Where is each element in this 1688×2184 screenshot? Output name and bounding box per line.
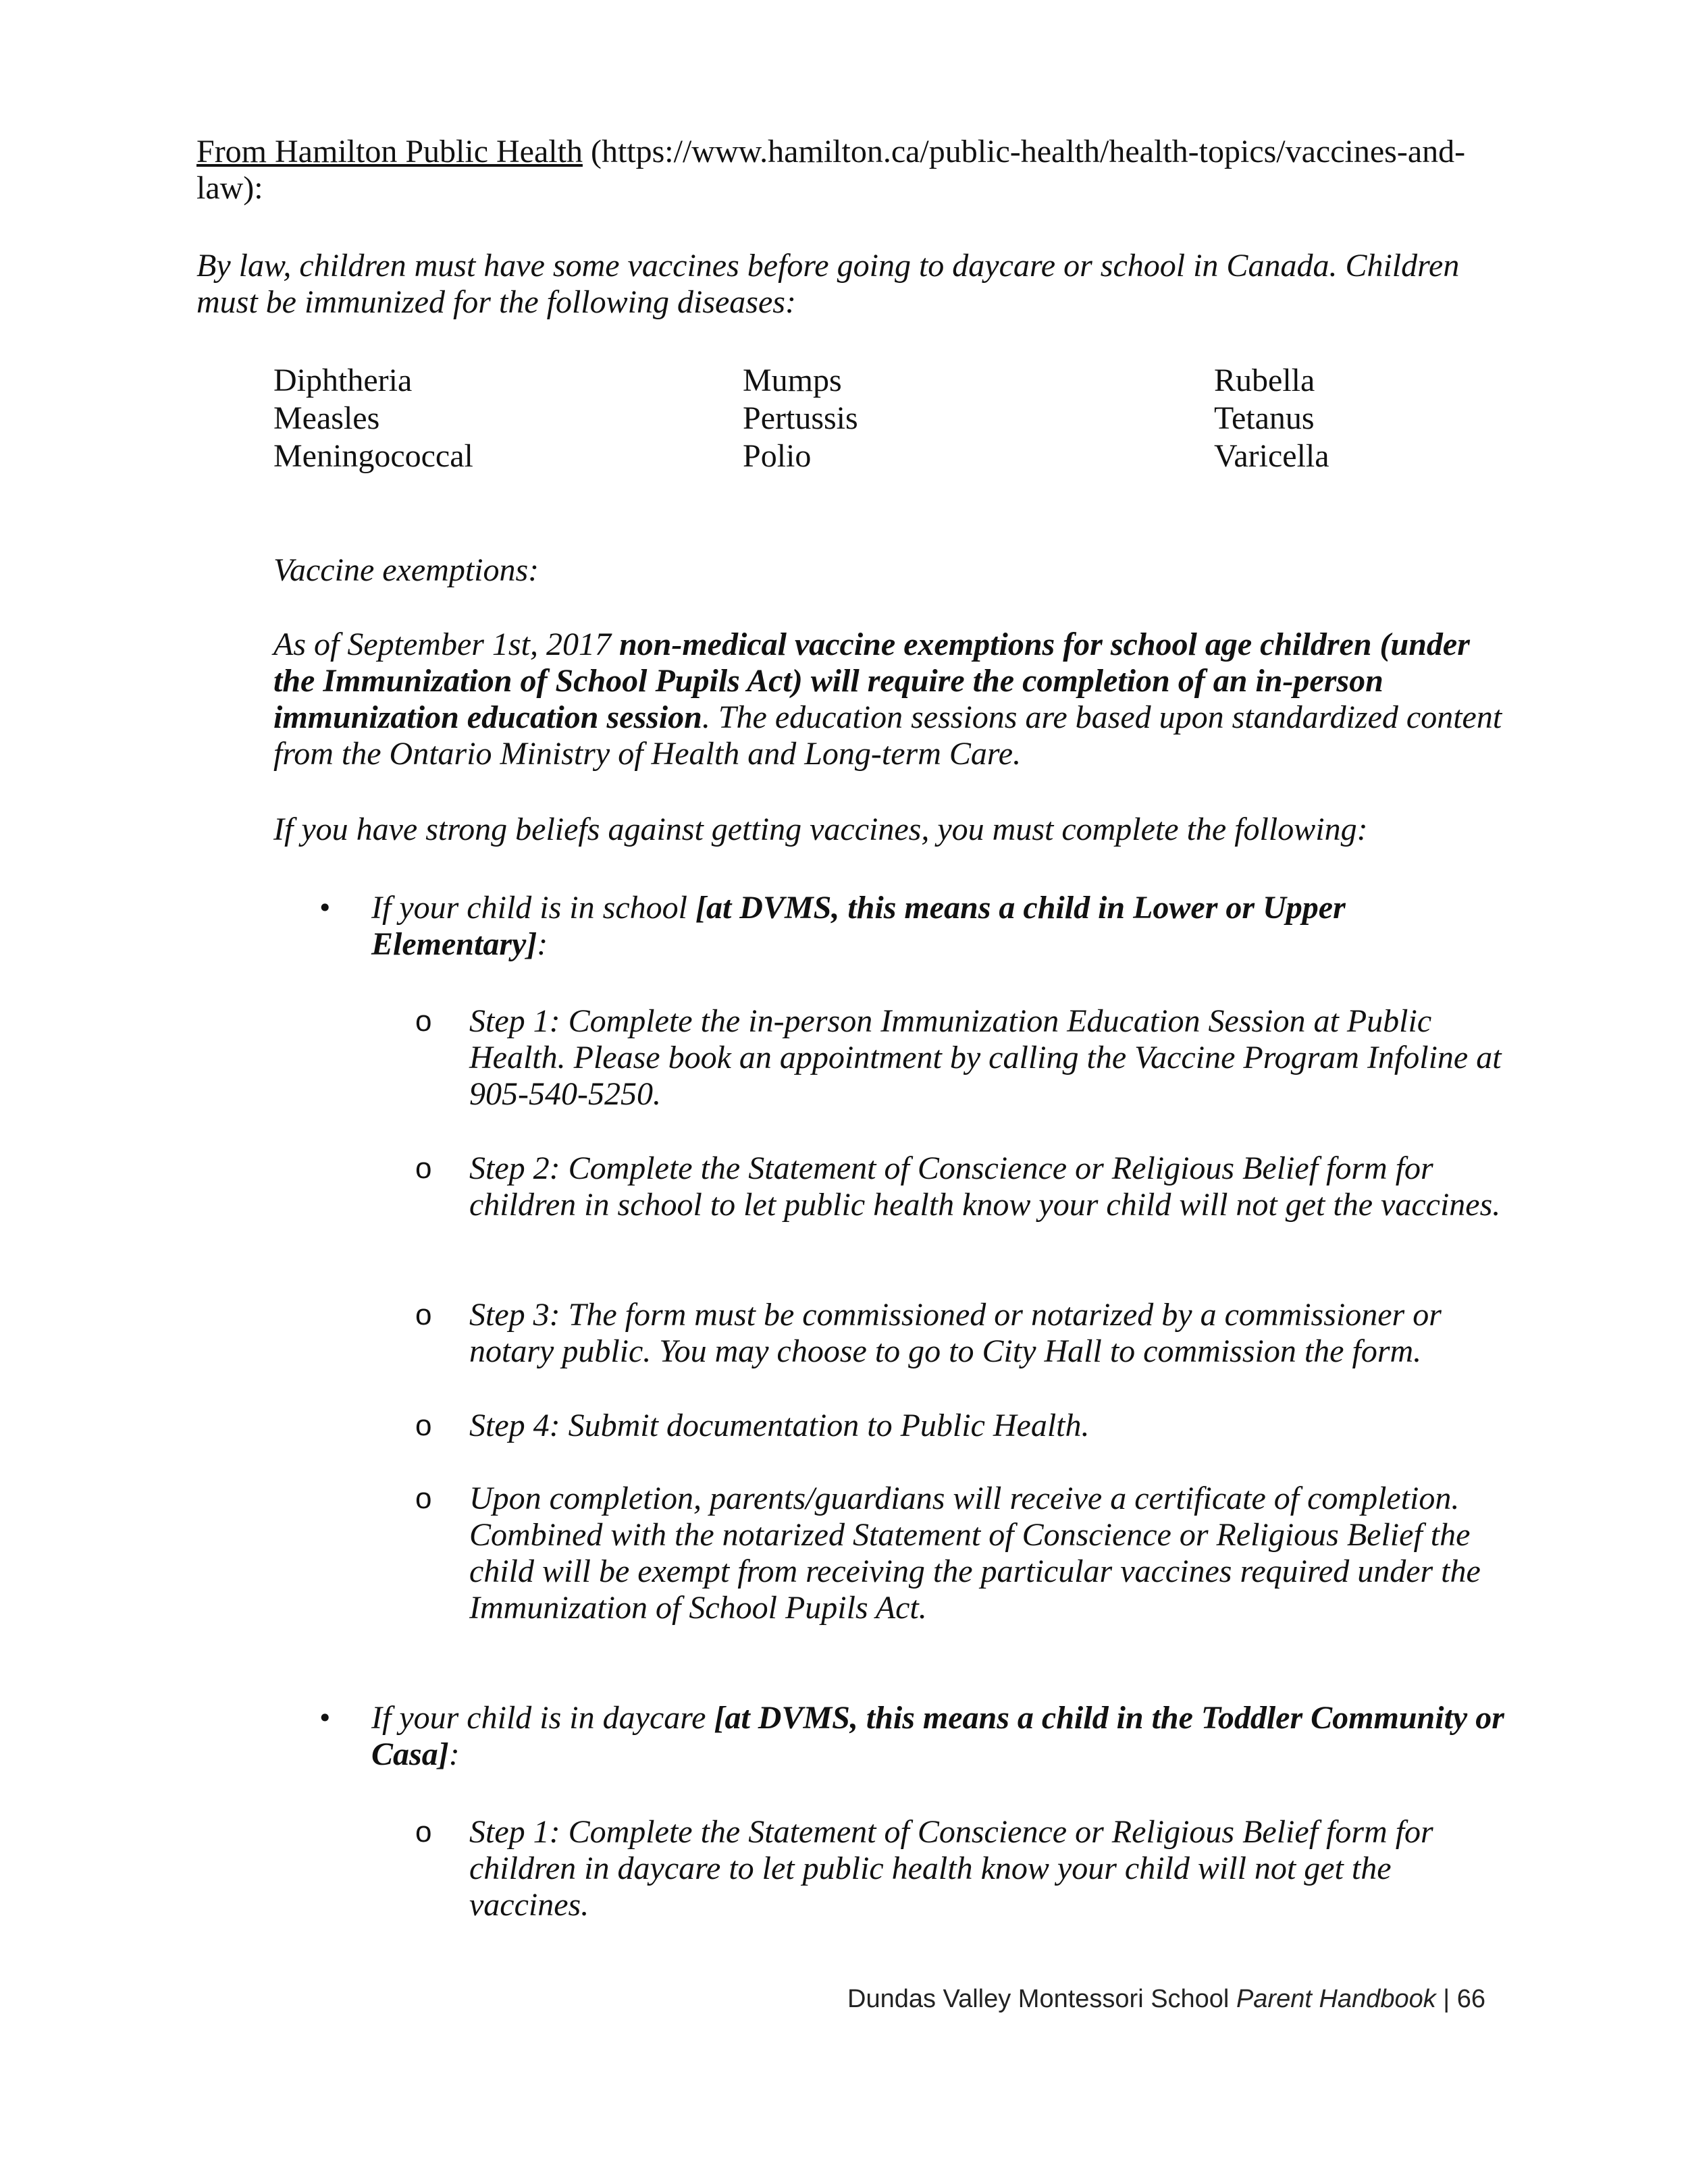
page-footer xyxy=(803,1983,1485,2015)
page-number: 66 xyxy=(1456,1985,1485,2013)
footer-separator: | xyxy=(1443,1985,1450,2013)
source-url: (https://www.hamilton.ca/public-health/health-topics/vaccines-and-law): xyxy=(196,134,1466,206)
step-text: Step 4: Submit documentation to Public Health. xyxy=(469,1408,1090,1443)
school-bullet-text xyxy=(371,890,1512,963)
exemptions-lead: As of September 1st, 2017 xyxy=(273,627,619,662)
disease-item: Varicella xyxy=(1214,438,1329,474)
disease-table xyxy=(273,363,1381,476)
exemptions-heading: Vaccine exemptions: xyxy=(273,552,539,588)
step-text: Step 1: Complete the in-person Immunization Education Session at Public Health. Please book an appointment by calling the Vaccine Program Infoline at 905-540-5250. xyxy=(469,1003,1502,1112)
disease-item: Diphtheria xyxy=(273,363,413,398)
exemptions-paragraph xyxy=(273,627,1509,772)
source-line xyxy=(196,134,1506,207)
disease-item: Mumps xyxy=(743,363,842,398)
daycare-bullet-text xyxy=(371,1700,1512,1773)
sub-bullet-marker: o xyxy=(415,1298,432,1331)
step-text: Step 3: The form must be commissioned or notarized by a commissioner or notary public. You may choose to go to City Hall to commission the form. xyxy=(469,1297,1442,1369)
sub-bullet-marker: o xyxy=(415,1005,432,1038)
disease-item: Tetanus xyxy=(1214,400,1315,436)
exemptions-rest: . The education sessions are based upon standardized content from the Ontario Ministry of Health and Long-term Care. xyxy=(273,699,1502,772)
footer-handbook: Parent Handbook xyxy=(1236,1985,1436,2013)
disease-item: Meningococcal xyxy=(273,438,473,474)
daycare-bullet-bold: [at DVMS, this means a child in the Toddler Community or Casa] xyxy=(371,1700,1504,1772)
disease-row xyxy=(273,438,1381,476)
step-text: Upon completion, parents/guardians will receive a certificate of completion. Combined with the notarized Statement of Conscience or Religious Belief the child will be exempt from receiving the particular vaccines required under the Immunization of School Pupils Act. xyxy=(469,1481,1481,1626)
disease-item: Pertussis xyxy=(743,400,858,436)
bullet-marker: • xyxy=(317,893,333,923)
sub-bullet-marker: o xyxy=(415,1815,432,1848)
exemptions-bold: non-medical vaccine exemptions for school age children (under the Immunization of School Pupils Act) will require the completion of an in-person immunization education session xyxy=(273,627,1470,735)
school-bullet-tail: : xyxy=(537,926,548,962)
daycare-bullet-lead: If your child is in daycare xyxy=(371,1700,714,1736)
bullet-marker: • xyxy=(317,1703,333,1733)
step-text: Step 2: Complete the Statement of Conscience or Religious Belief form for children in school to let public health know your child will not get the vaccines. xyxy=(469,1150,1501,1223)
disease-row xyxy=(273,400,1381,438)
disease-row xyxy=(273,363,1381,400)
intro-paragraph: By law, children must have some vaccines before going to daycare or school in Canada. Children must be immunized for the following diseases: xyxy=(196,248,1460,320)
sub-bullet-marker: o xyxy=(415,1482,432,1515)
school-bullet-bold: [at DVMS, this means a child in Lower or Upper Elementary] xyxy=(371,890,1346,962)
school-bullet-lead: If your child is in school xyxy=(371,890,695,926)
disease-item: Polio xyxy=(743,438,812,474)
sub-bullet-marker: o xyxy=(415,1409,432,1442)
daycare-bullet-tail: : xyxy=(448,1736,460,1772)
sub-bullet-marker: o xyxy=(415,1152,432,1185)
footer-school: Dundas Valley Montessori School xyxy=(847,1985,1230,2013)
disease-item: Rubella xyxy=(1214,363,1315,398)
step-text: Step 1: Complete the Statement of Conscience or Religious Belief form for children in daycare to let public health know your child will not get the vaccines. xyxy=(469,1814,1433,1923)
source-link[interactable]: From Hamilton Public Health xyxy=(196,134,583,169)
disease-item: Measles xyxy=(273,400,380,436)
beliefs-intro: If you have strong beliefs against getting vaccines, you must complete the following: xyxy=(273,811,1368,847)
